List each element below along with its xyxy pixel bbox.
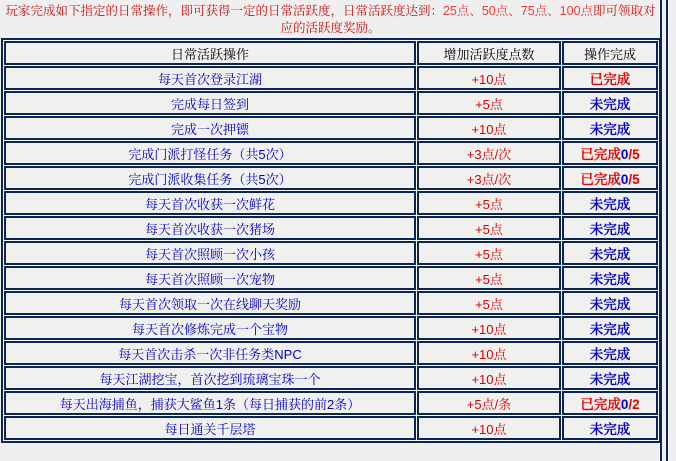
- task-label: 每天首次登录江湖: [157, 71, 262, 87]
- task-cell: [4, 341, 416, 365]
- points-label: +5点: [475, 271, 503, 287]
- table-row: [4, 291, 658, 315]
- status-label: 未完成: [589, 322, 631, 337]
- task-label: 完成门派收集任务（共5次）: [128, 171, 292, 187]
- activity-table-body: [4, 66, 658, 440]
- status-cell: [562, 66, 658, 90]
- points-label: +3点/次: [466, 146, 512, 162]
- status-cell: [562, 341, 658, 365]
- task-label: 每天首次修炼完成一个宝物: [131, 321, 288, 337]
- task-label: 每天首次击杀一次非任务类NPC: [118, 346, 302, 362]
- task-label: 完成门派打怪任务（共5次）: [128, 146, 292, 162]
- intro-thresholds: 25点、50点、75点、100点: [442, 4, 594, 18]
- task-label: 完成每日签到: [170, 96, 249, 112]
- status-label: 未完成: [589, 222, 631, 237]
- table-header-row: [4, 41, 658, 65]
- task-label: 每天首次照顾一次小孩: [144, 246, 275, 262]
- points-cell: [417, 291, 561, 315]
- task-label: 完成一次押镖: [170, 121, 249, 137]
- status-cell: [562, 216, 658, 240]
- points-cell: [417, 391, 561, 415]
- status-label: 已完成: [580, 397, 621, 412]
- status-label: 未完成: [589, 122, 631, 137]
- intro-text-after: 即可领取对应的活跃度奖励。: [280, 4, 656, 35]
- status-cell: [562, 266, 658, 290]
- column-header-task: 日常活跃操作: [4, 41, 416, 65]
- points-label: +5点: [475, 196, 503, 212]
- status-cell: [562, 141, 658, 165]
- status-count: 0: [620, 147, 629, 162]
- task-label: 每天首次领取一次在线聊天奖励: [118, 296, 301, 312]
- points-label: +3点/次: [466, 171, 512, 187]
- task-label: 每日通关千层塔: [164, 421, 256, 437]
- table-row: [4, 391, 658, 415]
- points-cell: [417, 116, 561, 140]
- intro-text: [0, 0, 676, 37]
- status-total: /5: [628, 147, 640, 162]
- status-label: 未完成: [589, 97, 631, 112]
- points-cell: [417, 216, 561, 240]
- task-cell: [4, 116, 416, 140]
- points-label: +10点: [471, 71, 507, 87]
- points-cell: [417, 341, 561, 365]
- status-label: 未完成: [589, 247, 631, 262]
- status-cell: [562, 166, 658, 190]
- task-cell: [4, 416, 416, 440]
- task-cell: [4, 291, 416, 315]
- table-row: [4, 66, 658, 90]
- table-row: [4, 241, 658, 265]
- status-cell: [562, 116, 658, 140]
- task-cell: [4, 91, 416, 115]
- status-cell: [562, 366, 658, 390]
- points-cell: [417, 316, 561, 340]
- table-row: [4, 341, 658, 365]
- table-row: [4, 316, 658, 340]
- points-cell: [417, 416, 561, 440]
- status-label: 已完成: [580, 172, 621, 187]
- task-cell: [4, 216, 416, 240]
- task-cell: [4, 316, 416, 340]
- points-label: +5点/条: [466, 396, 512, 412]
- table-row: [4, 91, 658, 115]
- daily-activity-table: [1, 38, 661, 443]
- status-cell: [562, 416, 658, 440]
- table-row: [4, 266, 658, 290]
- points-label: +10点: [471, 421, 507, 437]
- task-label: 每天首次收获一次鲜花: [144, 196, 275, 212]
- status-count: 0: [620, 397, 629, 412]
- points-label: +5点: [475, 246, 503, 262]
- table-row: [4, 366, 658, 390]
- table-row: [4, 166, 658, 190]
- task-cell: [4, 241, 416, 265]
- task-cell: [4, 191, 416, 215]
- task-label: 每天首次照顾一次宠物: [144, 271, 275, 287]
- task-cell: [4, 166, 416, 190]
- task-label: 每天出海捕鱼，捕获大鲨鱼1条（每日捕获的前2条）: [59, 396, 361, 412]
- points-cell: [417, 66, 561, 90]
- points-cell: [417, 266, 561, 290]
- table-row: [4, 416, 658, 440]
- points-label: +10点: [471, 346, 507, 362]
- points-label: +10点: [471, 121, 507, 137]
- status-total: /5: [628, 172, 640, 187]
- task-cell: [4, 266, 416, 290]
- column-header-status: 操作完成: [562, 41, 658, 65]
- status-total: /2: [628, 397, 640, 412]
- task-label: 每天江湖挖宝，首次挖到琉璃宝珠一个: [99, 371, 321, 387]
- status-label: 未完成: [589, 372, 631, 387]
- points-label: +5点: [475, 96, 503, 112]
- task-cell: [4, 66, 416, 90]
- status-cell: [562, 391, 658, 415]
- status-label: 未完成: [589, 422, 631, 437]
- points-cell: [417, 91, 561, 115]
- status-label: 已完成: [580, 147, 621, 162]
- status-label: 未完成: [589, 297, 631, 312]
- task-cell: [4, 391, 416, 415]
- column-header-points: 增加活跃度点数: [417, 41, 561, 65]
- points-label: +5点: [475, 296, 503, 312]
- points-cell: [417, 366, 561, 390]
- status-count: 0: [620, 172, 629, 187]
- points-label: +5点: [475, 221, 503, 237]
- points-cell: [417, 241, 561, 265]
- table-row: [4, 141, 658, 165]
- task-label: 每天首次收获一次猪场: [144, 221, 275, 237]
- status-label: 未完成: [589, 347, 631, 362]
- status-cell: [562, 316, 658, 340]
- task-cell: [4, 141, 416, 165]
- points-cell: [417, 166, 561, 190]
- points-label: +10点: [471, 371, 507, 387]
- status-cell: [562, 91, 658, 115]
- status-label: 已完成: [589, 72, 631, 87]
- table-row: [4, 116, 658, 140]
- points-cell: [417, 141, 561, 165]
- frame-border-line-inner: [660, 0, 662, 461]
- status-cell: [562, 241, 658, 265]
- table-row: [4, 216, 658, 240]
- status-cell: [562, 291, 658, 315]
- status-label: 未完成: [589, 272, 631, 287]
- intro-text-before: 玩家完成如下指定的日常操作，即可获得一定的日常活跃度，日常活跃度达到：: [5, 4, 443, 18]
- points-label: +10点: [471, 321, 507, 337]
- status-label: 未完成: [589, 197, 631, 212]
- points-cell: [417, 191, 561, 215]
- task-cell: [4, 366, 416, 390]
- frame-border-line-outer: [666, 0, 668, 461]
- table-row: [4, 191, 658, 215]
- status-cell: [562, 191, 658, 215]
